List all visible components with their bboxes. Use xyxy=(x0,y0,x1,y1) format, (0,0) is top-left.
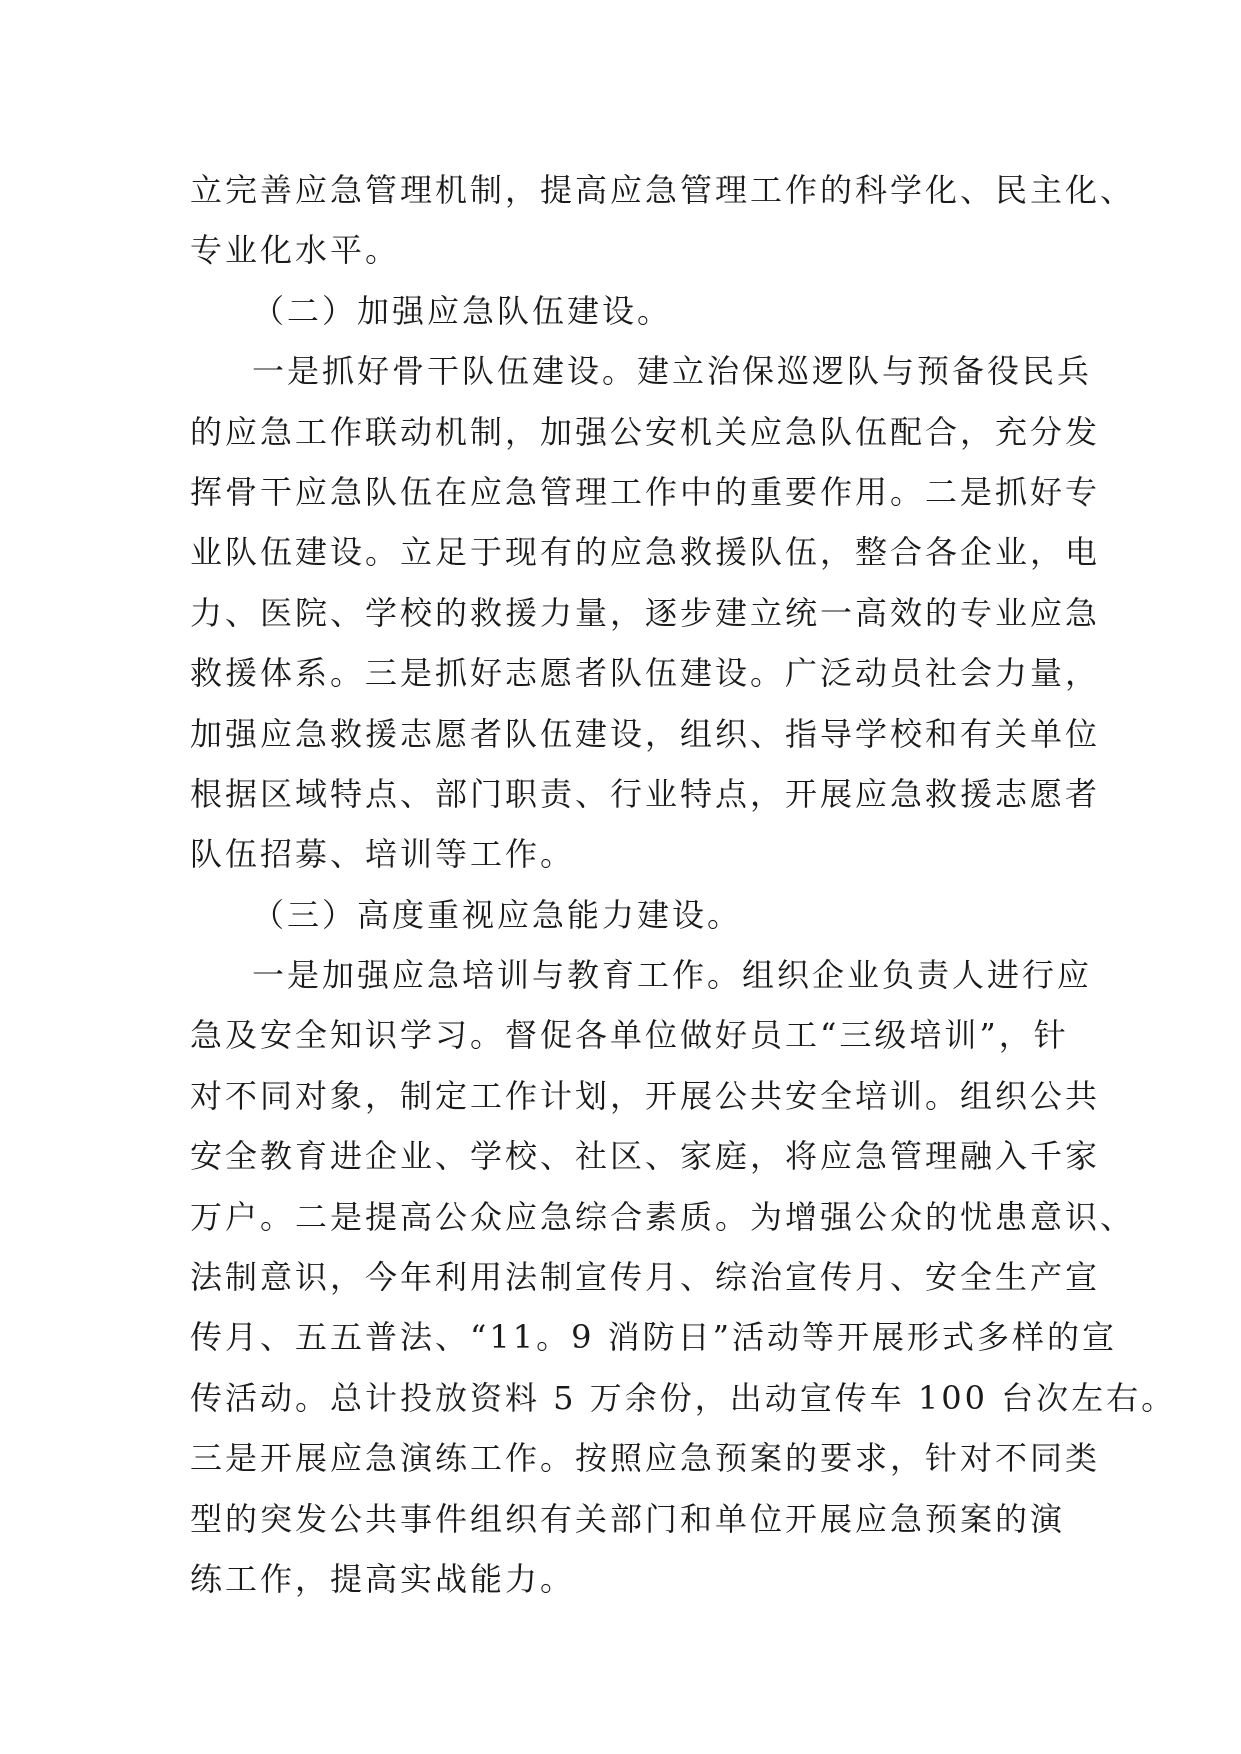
text-line: 对不同对象，制定工作计划，开展公共安全培训。组织公共 xyxy=(190,1076,1101,1115)
text-line: 三是开展应急演练工作。按照应急预案的要求，针对不同类 xyxy=(190,1439,1101,1478)
text-line: 法制意识，今年利用法制宣传月、综治宣传月、安全生产宣 xyxy=(190,1258,1101,1297)
text-line: 力、医院、学校的救援力量，逐步建立统一高效的专业应急 xyxy=(190,593,1101,632)
text-line: 队伍招募、培训等工作。 xyxy=(190,835,576,874)
section-heading: （二）加强应急队伍建设。 xyxy=(252,291,673,330)
paragraph-start: 一是抓好骨干队伍建设。建立治保巡逻队与预备役民兵 xyxy=(252,352,1093,391)
text-line: 救援体系。三是抓好志愿者队伍建设。广泛动员社会力量， xyxy=(190,654,1101,693)
paragraph-start: 一是加强应急培训与教育工作。组织企业负责人进行应 xyxy=(252,956,1093,995)
text-line: 根据区域特点、部门职责、行业特点，开展应急救援志愿者 xyxy=(190,774,1101,813)
text-line: 安全教育进企业、学校、社区、家庭，将应急管理融入千家 xyxy=(190,1137,1101,1176)
text-line: 练工作，提高实战能力。 xyxy=(190,1559,576,1598)
section-heading: （三）高度重视应急能力建设。 xyxy=(252,895,743,934)
document-body xyxy=(190,160,1177,1609)
text-line: 业队伍建设。立足于现有的应急救援队伍，整合各企业，电 xyxy=(190,533,1101,572)
text-line: 传月、五五普法、“11。9 消防日”活动等开展形式多样的宣 xyxy=(190,1318,1117,1357)
text-line: 立完善应急管理机制，提高应急管理工作的科学化、民主化、 xyxy=(190,171,1136,209)
text-line: 加强应急救援志愿者队伍建设，组织、指导学校和有关单位 xyxy=(190,714,1101,753)
text-line: 型的突发公共事件组织有关部门和单位开展应急预案的演 xyxy=(190,1499,1066,1538)
text-line: 的应急工作联动机制，加强公安机关应急队伍配合，充分发 xyxy=(190,412,1101,451)
text-line: 专业化水平。 xyxy=(190,231,401,270)
text-line: 万户。二是提高公众应急综合素质。为增强公众的忧患意识、 xyxy=(190,1197,1136,1236)
text-line: 挥骨干应急队伍在应急管理工作中的重要作用。二是抓好专 xyxy=(190,472,1101,511)
text-line: 急及安全知识学习。督促各单位做好员工“三级培训”，针 xyxy=(190,1016,1069,1055)
text-line: 传活动。总计投放资料 5 万余份，出动宣传车 100 台次左右。 xyxy=(190,1378,1177,1417)
